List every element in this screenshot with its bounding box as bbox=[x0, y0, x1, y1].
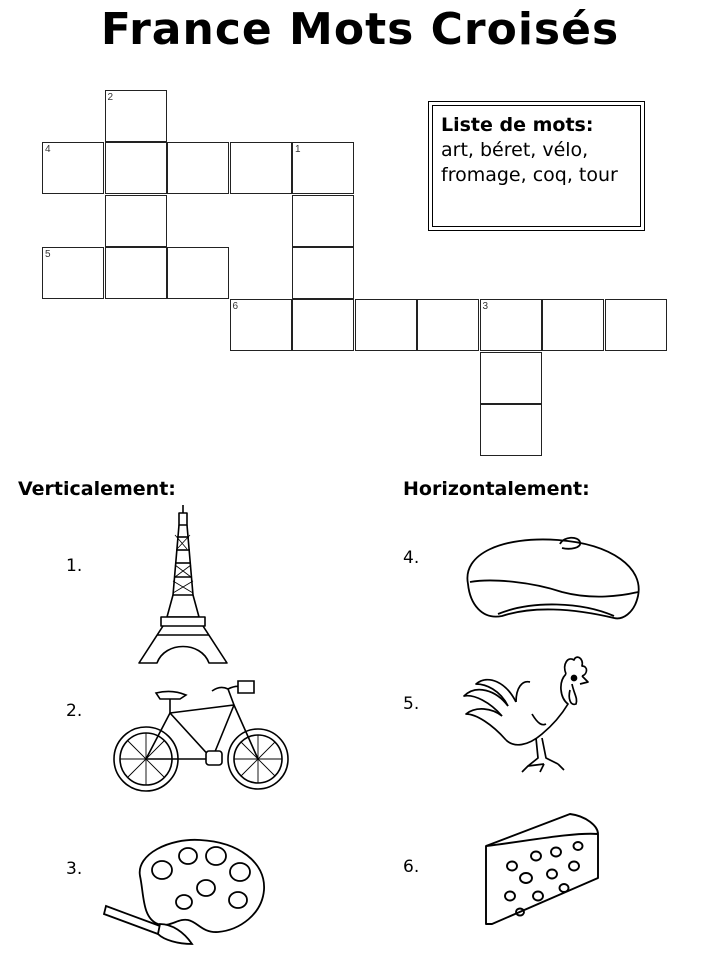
word-list-words: art, béret, vélo, fromage, coq, tour bbox=[441, 139, 618, 186]
vertical-heading: Verticalement: bbox=[18, 478, 176, 500]
grid-cell[interactable] bbox=[167, 142, 229, 194]
word-list-title: Liste de mots: bbox=[441, 114, 594, 136]
grid-cell[interactable] bbox=[167, 247, 229, 299]
grid-cell-number: 6 bbox=[232, 301, 239, 313]
clue-number-5: 5. bbox=[403, 694, 420, 714]
grid-cell[interactable] bbox=[480, 352, 542, 404]
grid-cell[interactable] bbox=[105, 142, 167, 194]
grid-cell[interactable] bbox=[292, 299, 354, 351]
rooster-icon bbox=[462, 654, 590, 784]
clue-number-4: 4. bbox=[403, 548, 420, 568]
bicycle-icon bbox=[110, 677, 290, 794]
grid-cell[interactable] bbox=[105, 195, 167, 247]
grid-cell[interactable] bbox=[292, 142, 354, 194]
grid-cell[interactable] bbox=[417, 299, 479, 351]
grid-cell[interactable] bbox=[42, 247, 104, 299]
grid-cell[interactable] bbox=[42, 142, 104, 194]
grid-cell[interactable] bbox=[230, 299, 292, 351]
grid-cell[interactable] bbox=[542, 299, 604, 351]
grid-cell[interactable] bbox=[292, 195, 354, 247]
beret-icon bbox=[462, 534, 642, 626]
grid-cell[interactable] bbox=[480, 299, 542, 351]
grid-cell[interactable] bbox=[355, 299, 417, 351]
page-title: France Mots Croisés bbox=[100, 4, 620, 55]
clue-number-3: 3. bbox=[66, 859, 83, 879]
grid-cell[interactable] bbox=[230, 142, 292, 194]
grid-cell[interactable] bbox=[605, 299, 667, 351]
grid-cell-number: 1 bbox=[295, 144, 301, 156]
clue-number-1: 1. bbox=[66, 556, 83, 576]
paint-palette-icon bbox=[100, 832, 275, 950]
clue-number-6: 6. bbox=[403, 857, 420, 877]
grid-cell[interactable] bbox=[292, 247, 354, 299]
grid-cell[interactable] bbox=[105, 90, 167, 142]
horizontal-heading: Horizontalement: bbox=[403, 478, 590, 500]
grid-cell[interactable] bbox=[105, 247, 167, 299]
grid-cell-number: 2 bbox=[107, 92, 114, 103]
grid-cell[interactable] bbox=[480, 404, 542, 456]
grid-cell-number: 3 bbox=[482, 301, 489, 313]
word-list-box bbox=[428, 101, 645, 231]
grid-cell-number: 5 bbox=[45, 248, 51, 260]
word-list-inner bbox=[432, 105, 641, 227]
cheese-icon bbox=[482, 812, 602, 928]
eiffel-tower-icon bbox=[135, 505, 231, 667]
clue-number-2: 2. bbox=[66, 701, 83, 721]
grid-cell-number: 4 bbox=[45, 144, 51, 156]
